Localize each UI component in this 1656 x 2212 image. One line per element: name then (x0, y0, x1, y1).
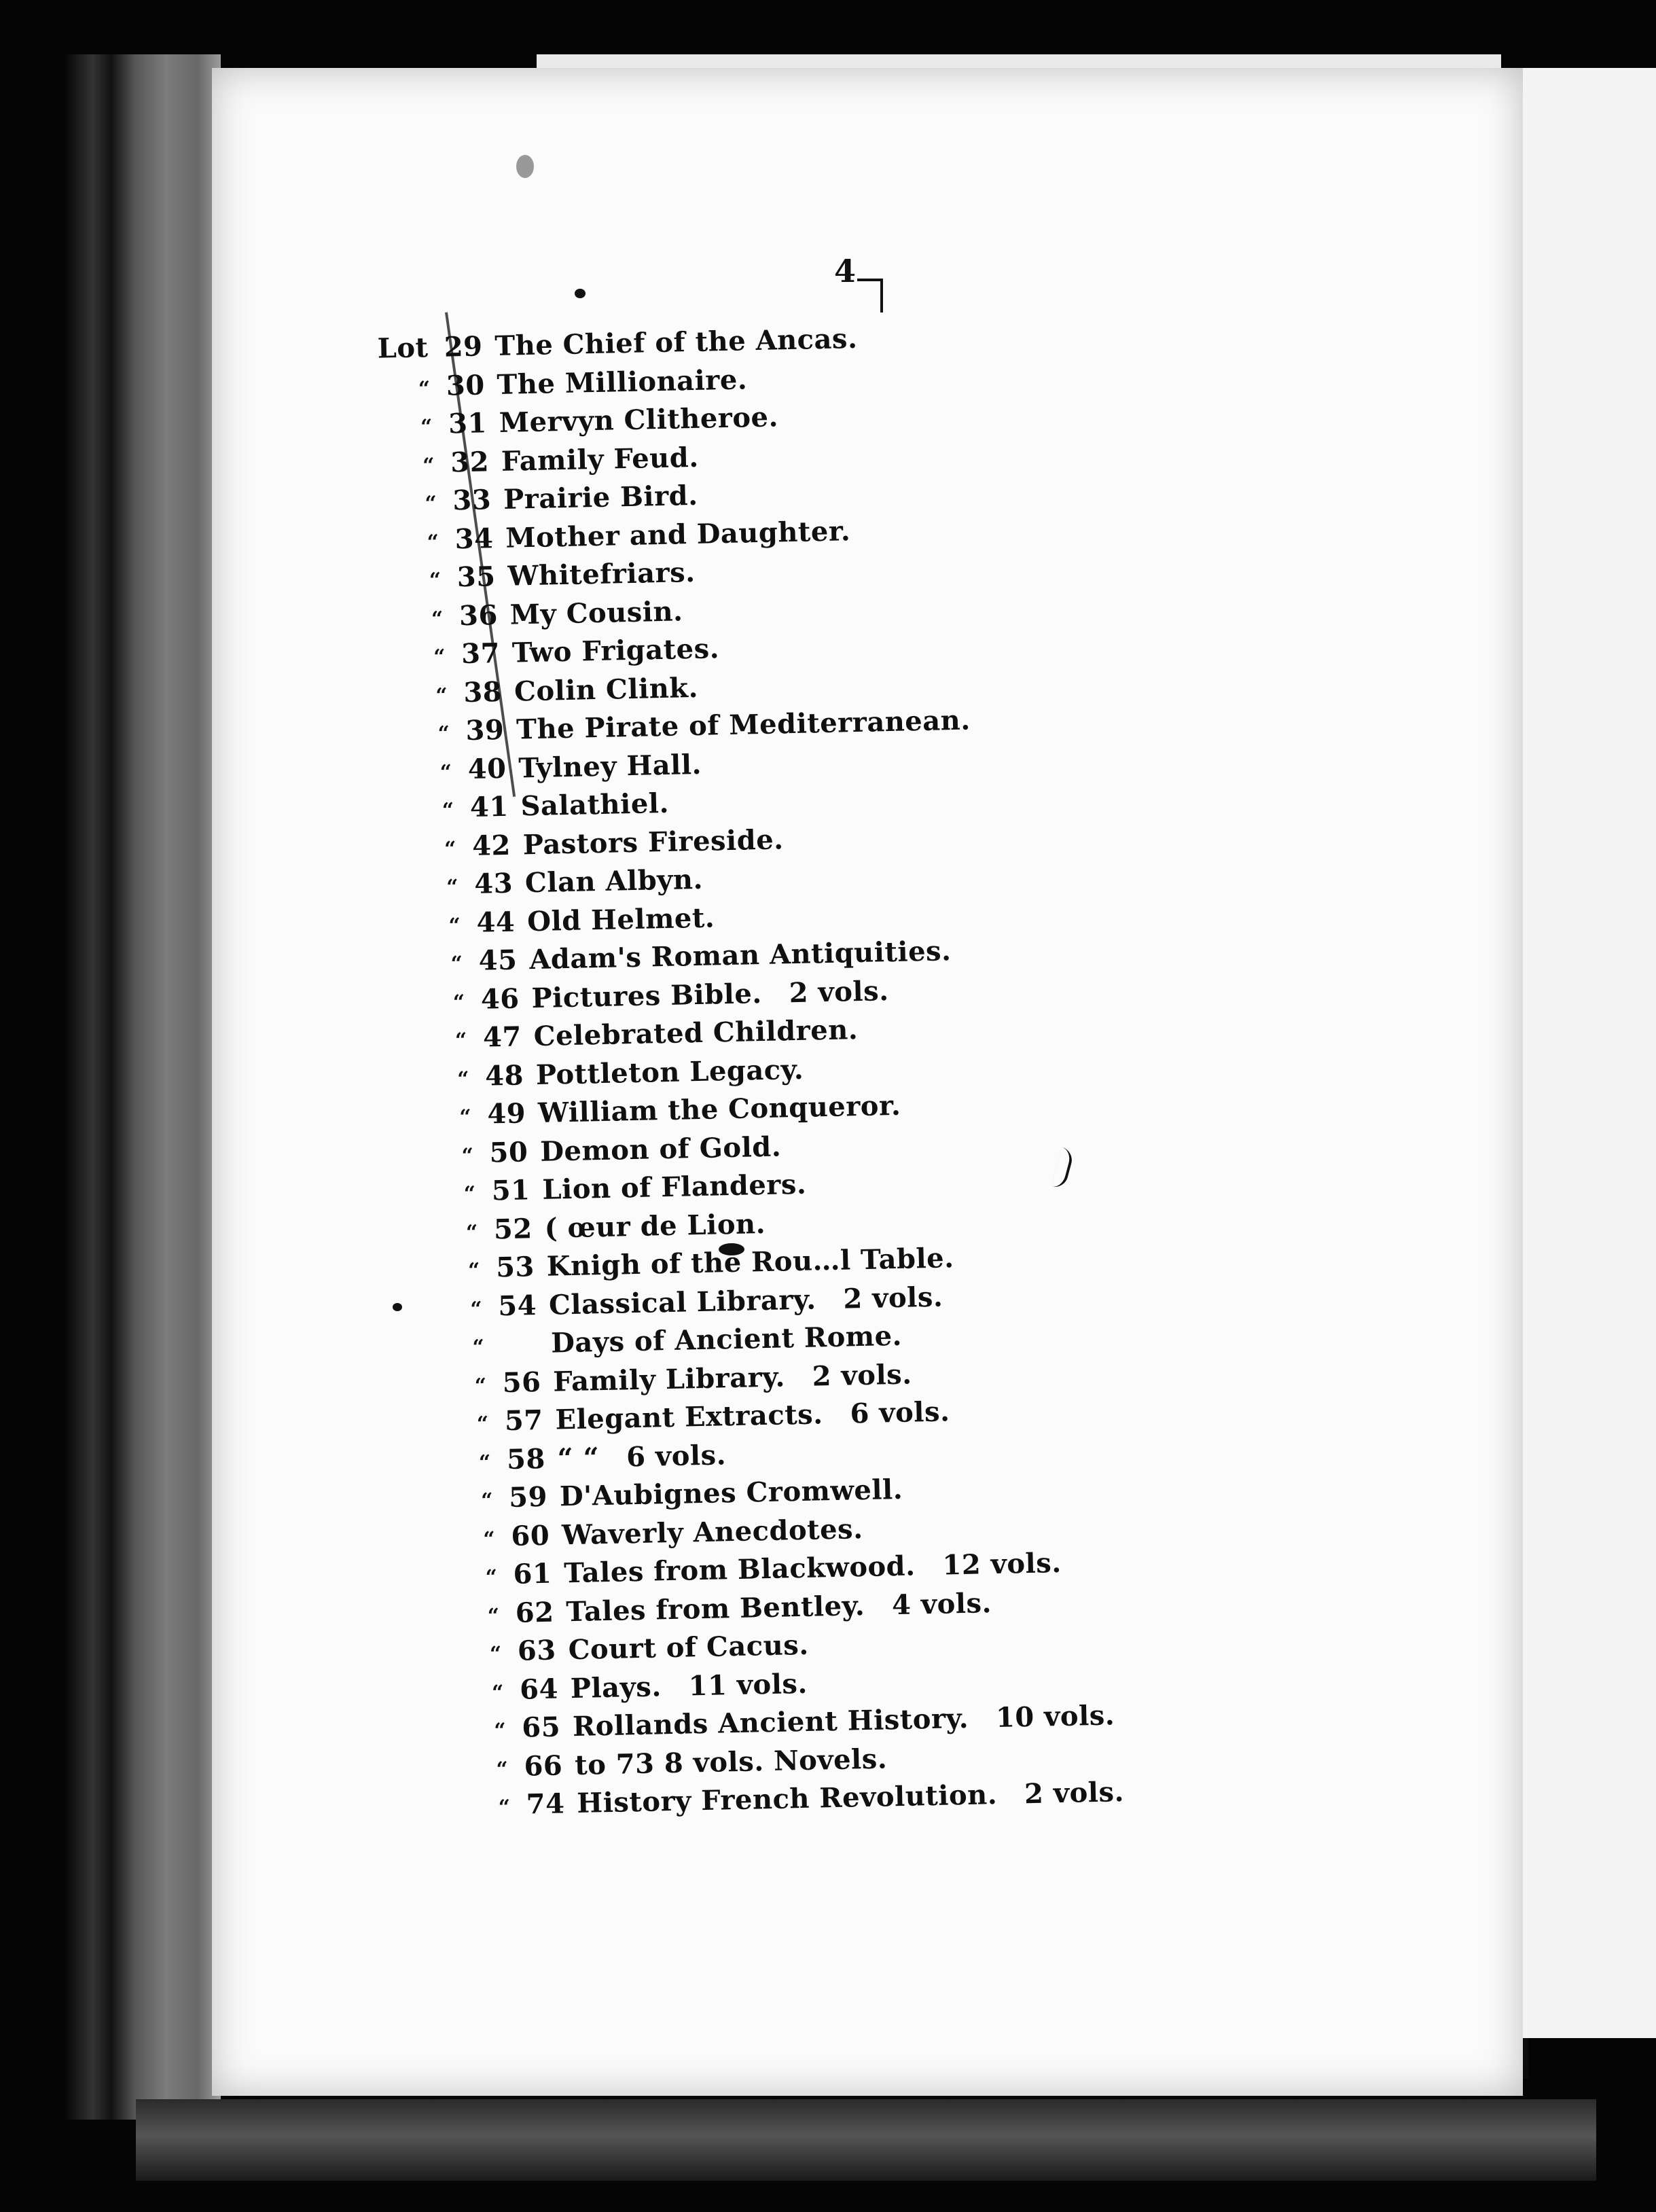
ditto-mark: “ (474, 1374, 487, 1398)
lot-row (374, 440, 727, 486)
lot-title: Demon of Gold. (539, 1130, 782, 1168)
lot-title: Salathiel. (520, 787, 670, 823)
lot-number: 32 (450, 445, 490, 478)
lot-number: 63 (517, 1634, 557, 1667)
facing-page-edge (1522, 68, 1656, 2038)
ditto-mark: “ (472, 1335, 485, 1360)
lot-number: 35 (456, 560, 497, 594)
lot-title: Classical Library. (548, 1283, 816, 1321)
lot-volumes: 2 vols. (1024, 1776, 1125, 1810)
lot-number: 52 (493, 1212, 533, 1245)
ditto-mark: “ (485, 1565, 498, 1590)
lot-number: 62 (515, 1596, 554, 1629)
lot-title: Family Library. (552, 1360, 786, 1398)
lot-row (376, 479, 725, 524)
lot-row (382, 594, 710, 639)
lot-number: 42 (471, 829, 511, 862)
ditto-mark: “ (491, 1680, 505, 1705)
ink-blot (516, 155, 534, 178)
ditto-mark: “ (437, 721, 450, 746)
lot-title: The Millionaire. (497, 363, 748, 401)
ditto-mark: “ (420, 415, 433, 440)
lot-title: Pottleton Legacy. (535, 1053, 804, 1091)
lot-title: Adam's Roman Antiquities. (528, 935, 952, 976)
lot-row (442, 1667, 808, 1713)
ditto-mark: “ (446, 875, 459, 899)
lot-number: 50 (489, 1135, 528, 1169)
lot-volumes: 12 vols. (942, 1546, 1062, 1582)
lot-title: William the Conqueror. (537, 1089, 901, 1129)
lot-number: 53 (495, 1251, 535, 1284)
ditto-mark: “ (461, 1143, 474, 1168)
lot-row (399, 901, 742, 946)
lot-volumes: 6 vols. (626, 1438, 727, 1473)
ditto-mark: “ (452, 990, 466, 1015)
scan-bottom-border (136, 2099, 1596, 2181)
lot-prefix: Lot (377, 332, 429, 365)
lot-number: 33 (452, 484, 492, 517)
lot-number: 54 (497, 1289, 537, 1322)
ditto-mark: “ (435, 683, 448, 708)
lot-number: 37 (461, 637, 501, 671)
ditto-mark: “ (498, 1796, 511, 1820)
lot-volumes: 6 vols. (850, 1395, 950, 1430)
lot-title: Court of Cacus. (568, 1628, 810, 1666)
page-number: 4 (834, 253, 857, 289)
lot-volumes: 2 vols. (812, 1358, 913, 1393)
page-number-mark (857, 279, 883, 313)
lot-row (397, 863, 731, 908)
scan-left-border (65, 54, 221, 2120)
lot-number: 43 (473, 867, 514, 900)
lot-number: 31 (448, 407, 488, 440)
ditto-mark: “ (478, 1450, 492, 1475)
lot-number: 49 (486, 1097, 526, 1130)
lot-title: Prairie Bird. (503, 479, 699, 516)
lot-number: 66 (524, 1749, 563, 1783)
ditto-mark: “ (487, 1603, 500, 1628)
lot-title: Tales from Bentley. (565, 1589, 865, 1628)
lot-title: Plays. (570, 1670, 662, 1705)
page-top-edge (537, 54, 1501, 69)
lot-number: 48 (484, 1058, 524, 1092)
ditto-mark: “ (459, 1105, 472, 1130)
ditto-mark: “ (439, 760, 452, 785)
lot-title: Tales from Blackwood. (563, 1550, 916, 1590)
lot-number: 38 (463, 675, 503, 709)
lot-title: The Chief of the Ancas. (494, 322, 858, 363)
lot-title: Waverly Anecdotes. (561, 1512, 863, 1551)
lot-number: 74 (526, 1787, 565, 1821)
lot-title: “ “ (557, 1441, 600, 1474)
lot-title: Family Feud. (501, 441, 700, 478)
lot-title: Celebrated Children. (533, 1014, 859, 1053)
ditto-mark: “ (425, 491, 437, 516)
lot-title: Rollands Ancient History. (572, 1702, 969, 1743)
ink-dot (575, 289, 586, 298)
lot-title: to 73 8 vols. Novels. (574, 1742, 888, 1781)
lot-title: Tylney Hall. (518, 748, 702, 784)
lot-number: 29 (444, 330, 483, 363)
lot-volumes: 10 vols. (995, 1699, 1115, 1734)
ditto-mark: “ (463, 1181, 476, 1207)
lot-title: Colin Clink. (514, 671, 699, 708)
lot-title: Elegant Extracts. (555, 1398, 824, 1436)
lot-number: 36 (458, 599, 499, 632)
lot-number: 58 (506, 1442, 546, 1476)
lot-title: Old Helmet. (526, 901, 715, 938)
ditto-mark: “ (476, 1412, 490, 1436)
ditto-mark: “ (467, 1258, 481, 1283)
lot-title: Mervyn Clitheroe. (499, 401, 779, 439)
ditto-mark: “ (431, 607, 444, 631)
ditto-mark: “ (456, 1067, 470, 1091)
lot-title: Pastors Fireside. (522, 823, 785, 861)
lot-number: 47 (482, 1020, 522, 1054)
lot-row (393, 787, 696, 831)
ditto-mark: “ (427, 530, 439, 554)
lot-number: 59 (508, 1480, 548, 1514)
ditto-mark: “ (448, 913, 461, 938)
ditto-mark: “ (450, 952, 463, 976)
lot-volumes: 2 vols. (842, 1281, 943, 1315)
lot-title: Knigh of the Rou…l Table. (546, 1242, 954, 1283)
lot-title: ( œur de Lion. (544, 1207, 766, 1245)
ink-dot (393, 1303, 402, 1311)
ditto-mark: “ (469, 1297, 483, 1321)
lot-number: 56 (502, 1366, 541, 1399)
lot-number: 30 (446, 368, 486, 402)
ditto-mark: “ (422, 453, 435, 478)
lot-number: 40 (467, 752, 507, 785)
lot-title: History French Revolution. (576, 1779, 998, 1819)
ditto-mark: “ (465, 1220, 479, 1245)
lot-title: Mother and Daughter. (505, 514, 851, 554)
lot-number: 51 (491, 1174, 530, 1207)
ditto-mark: “ (433, 645, 446, 670)
ditto-mark: “ (429, 568, 442, 593)
lot-number: 46 (480, 982, 520, 1016)
lot-row (429, 1439, 726, 1483)
lot-title: My Cousin. (509, 594, 683, 631)
ditto-mark: “ (489, 1642, 503, 1666)
lot-title: The Pirate of Mediterranean. (516, 704, 971, 746)
lot-number: 64 (519, 1673, 559, 1706)
ditto-mark: “ (494, 1719, 507, 1743)
lot-title: Clan Albyn. (524, 863, 704, 899)
lot-title: Days of Ancient Rome. (550, 1319, 903, 1359)
lot-number: 65 (521, 1711, 561, 1744)
ditto-mark: “ (442, 798, 455, 823)
ditto-mark: “ (444, 836, 457, 861)
lot-row (391, 747, 730, 792)
lot-number: 60 (510, 1519, 550, 1552)
lot-title: Two Frigates. (511, 632, 720, 669)
lot-volumes: 11 vols. (688, 1667, 808, 1702)
lot-number: 34 (454, 522, 494, 555)
lot-row (380, 556, 723, 601)
lot-number: 39 (465, 713, 505, 747)
ditto-mark: “ (496, 1757, 509, 1781)
lot-title: D'Aubignes Cromwell. (559, 1473, 903, 1513)
lot-number: 44 (476, 906, 516, 939)
lot-number: 41 (469, 790, 509, 823)
lot-row (386, 671, 726, 716)
lot-volumes: 2 vols. (789, 974, 889, 1009)
lot-title: Lion of Flanders. (541, 1168, 807, 1206)
lot-number (485, 1353, 539, 1354)
lot-number: 57 (504, 1404, 544, 1438)
ditto-mark: “ (483, 1527, 496, 1552)
lot-title: Whitefriars. (507, 556, 696, 592)
ditto-mark: “ (418, 376, 431, 401)
lot-title: Pictures Bible. (531, 977, 763, 1014)
ditto-mark: “ (480, 1488, 494, 1513)
lot-number: 45 (478, 944, 518, 977)
ditto-mark: “ (454, 1029, 468, 1053)
lot-volumes: 4 vols. (891, 1586, 992, 1621)
lot-row (384, 632, 746, 677)
lot-number: 61 (513, 1557, 552, 1590)
